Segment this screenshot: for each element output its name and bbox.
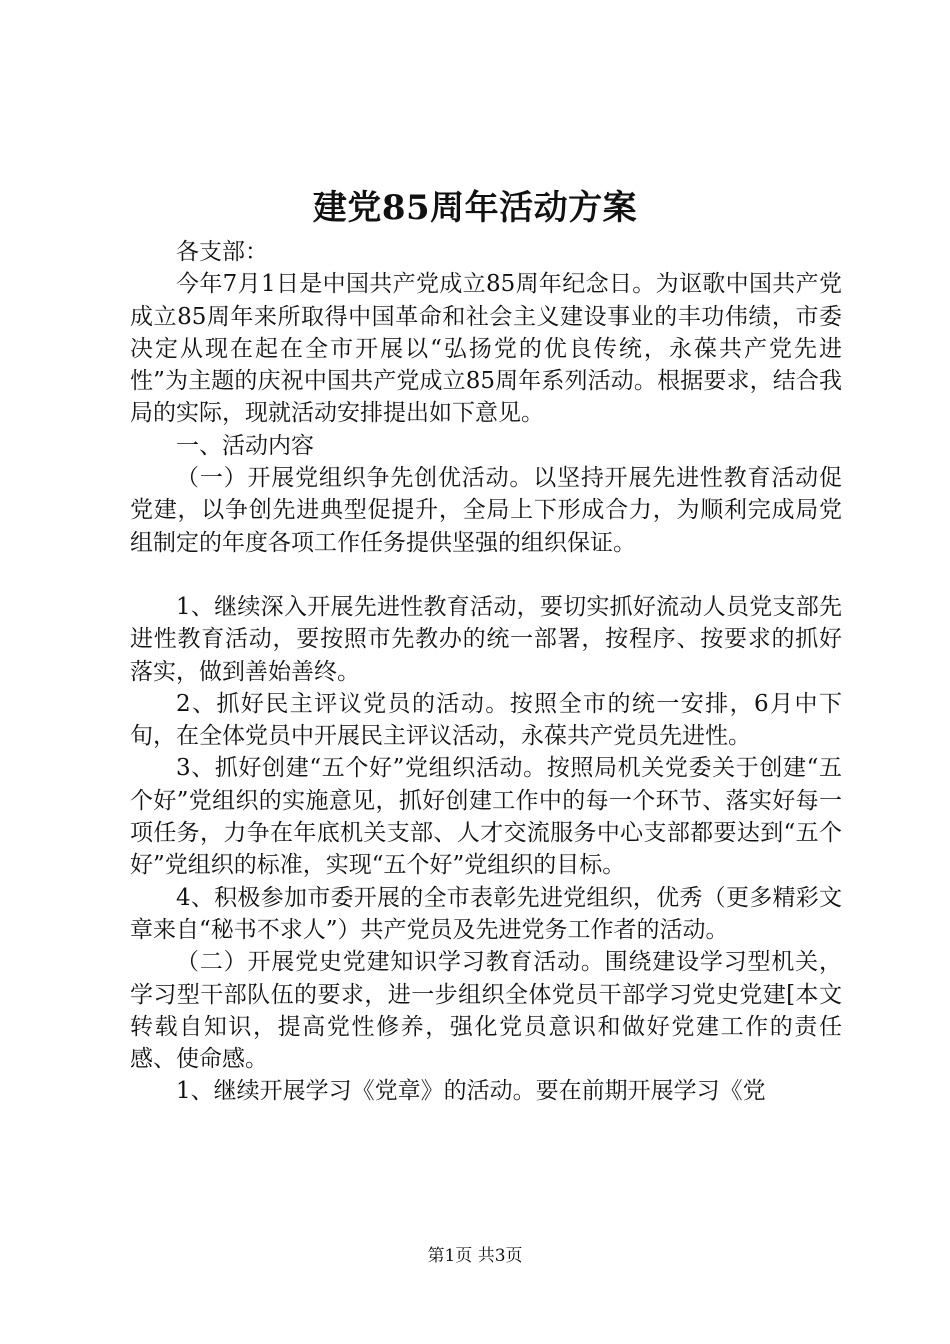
item-3-paragraph: 3、抓好创建“五个好”党组织活动。按照局机关党委关于创建“五个好”党组织的实施意见，抓好创建工作中的每一个环节、落实好每一项任务，力争在年底机关支部、人才交流服务中心支部都要达到“五个好”党组织的标准，实现“五个好”党组织的目标。 [130, 755, 842, 879]
salutation: 各支部： [176, 239, 268, 265]
document-body [130, 236, 842, 1108]
intro-paragraph: 今年7月1日是中国共产党成立85周年纪念日。为讴歌中国共产党成立85周年来所取得中国革命和社会主义建设事业的丰功伟绩，市委决定从现在起在全市开展以“弘扬党的优良传统，永葆共产党先进性”为主题的庆祝中国共产党成立85周年系列活动。根据要求，结合我局的实际，现就活动安排提出如下意见。 [130, 271, 842, 427]
subsection-1-paragraph: （一）开展党组织争先创优活动。以坚持开展先进性教育活动促党建，以争创先进典型促提升，全局上下形成合力，为顺利完成局党组制定的年度各项工作任务提供坚强的组织保证。 [130, 465, 842, 556]
item-4-paragraph: 4、积极参加市委开展的全市表彰先进党组织，优秀（更多精彩文章来自“秘书不求人”）共产党员及先进党务工作者的活动。 [130, 884, 842, 943]
section-heading-activities: 一、活动内容 [176, 432, 314, 459]
subsection-2-item-1-paragraph: 1、继续开展学习《党章》的活动。要在前期开展学习《党 [176, 1078, 766, 1105]
subsection-2-paragraph: （二）开展党史党建知识学习教育活动。围绕建设学习型机关，学习型干部队伍的要求，进一步组织全体党员干部学习党史党建[本文转载自知识，提高党性修养，强化党员意识和做好党建工作的责任感、使命感。 [130, 949, 842, 1073]
item-1-paragraph: 1、继续深入开展先进性教育活动，要切实抓好流动人员党支部先进性教育活动，要按照市先教办的统一部署，按程序、按要求的抓好落实，做到善始善终。 [130, 593, 842, 685]
item-2-paragraph: 2、抓好民主评议党员的活动。按照全市的统一安排，6月中下旬，在全体党员中开展民主评议活动，永葆共产党员先进性。 [130, 690, 842, 750]
page-footer: 第1页 共3页 [427, 1246, 523, 1266]
document-title: 建党85周年活动方案 [312, 188, 638, 228]
